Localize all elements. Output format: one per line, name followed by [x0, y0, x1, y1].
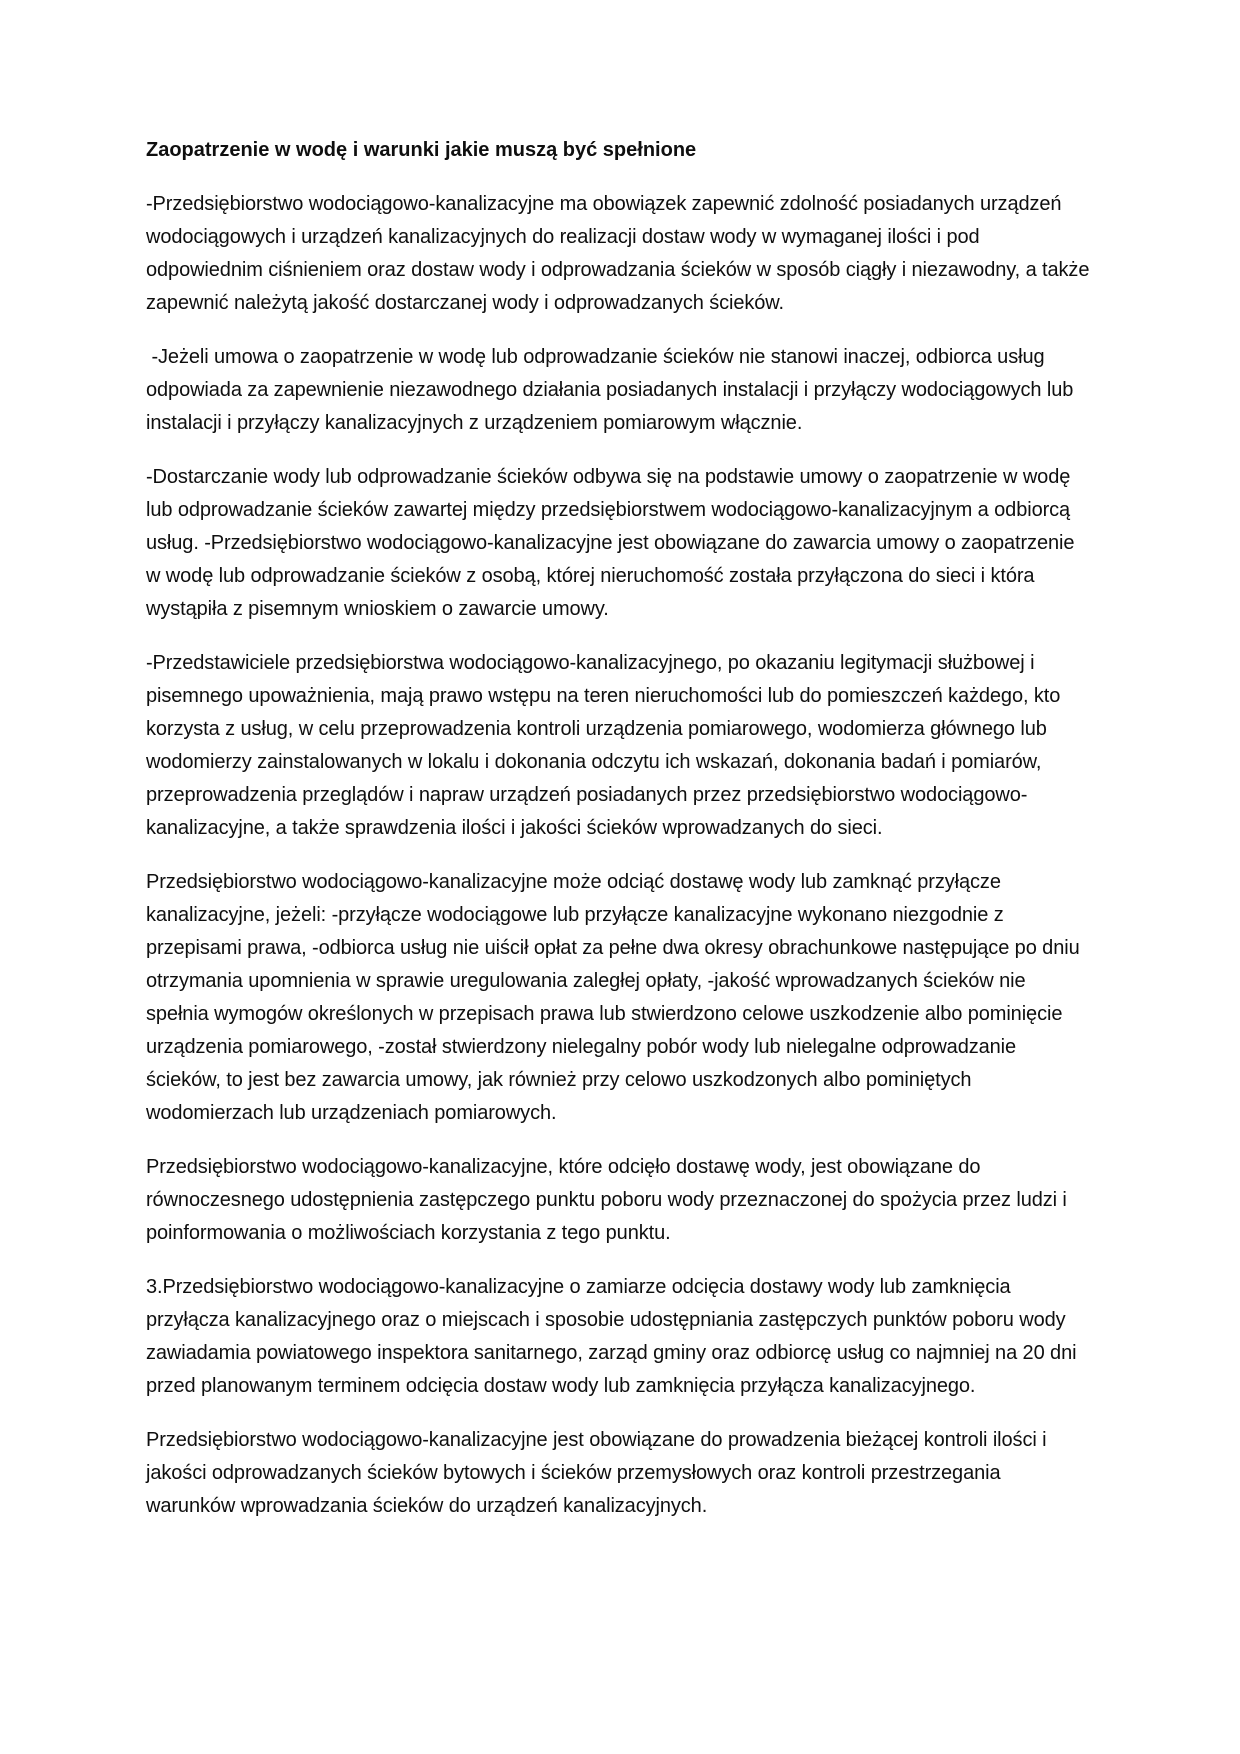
paragraph-8: Przedsiębiorstwo wodociągowo-kanalizacyjne jest obowiązane do prowadzenia bieżącej kontroli ilości i jakości odprowadzanych ścieków bytowych i ścieków przemysłowych oraz kontroli przestrzegania warunków wprowadzania ścieków do urządzeń kanalizacyjnych. — [146, 1429, 1052, 1517]
paragraph-5: Przedsiębiorstwo wodociągowo-kanalizacyjne może odciąć dostawę wody lub zamknąć przyłącze kanalizacyjne, jeżeli: -przyłącze wodociągowe lub przyłącze kanalizacyjne wykonano niezgodnie z przepisami prawa, -odbiorca usług nie uiścił opłat za pełne dwa okresy obrachunkowe następujące po dniu otrzymania upomnienia w sprawie uregulowania zaległej opłaty, -jakość wprowadzanych ścieków nie spełnia wymogów określonych w przepisach prawa lub stwierdzono celowe uszkodzenie albo pominięcie urządzenia pomiarowego, -został stwierdzony nielegalny pobór wody lub nielegalne odprowadzanie ścieków, to jest bez zawarcia umowy, jak również przy celowo uszkodzonych albo pominiętych wodomierzach lub urządzeniach pomiarowych. — [146, 871, 1086, 1124]
paragraph-6: Przedsiębiorstwo wodociągowo-kanalizacyjne, które odcięło dostawę wody, jest obowiązane do równoczesnego udostępnienia zastępczego punktu poboru wody przeznaczonej do spożycia przez ludzi i poinformowania o możliwościach korzystania z tego punktu. — [146, 1156, 1073, 1244]
paragraph-7: 3.Przedsiębiorstwo wodociągowo-kanalizacyjne o zamiarze odcięcia dostawy wody lub zamknięcia przyłącza kanalizacyjnego oraz o miejscach i sposobie udostępniania zastępczych punktów poboru wody zawiadamia powiatowego inspektora sanitarnego, zarząd gminy oraz odbiorcę usług co najmniej na 20 dni przed planowanym terminem odcięcia dostaw wody lub zamknięcia przyłącza kanalizacyjnego. — [146, 1276, 1082, 1397]
paragraph-1: -Przedsiębiorstwo wodociągowo-kanalizacyjne ma obowiązek zapewnić zdolność posiadanych urządzeń wodociągowych i urządzeń kanalizacyjnych do realizacji dostaw wody w wymaganej ilości i pod odpowiednim ciśnieniem oraz dostaw wody i odprowadzania ścieków w sposób ciągły i niezawodny, a także zapewnić należytą jakość dostarczanej wody i odprowadzanych ścieków. — [146, 193, 1095, 314]
paragraph-4: -Przedstawiciele przedsiębiorstwa wodociągowo-kanalizacyjnego, po okazaniu legitymacji służbowej i pisemnego upoważnienia, mają prawo wstępu na teren nieruchomości lub do pomieszczeń każdego, kto korzysta z usług, w celu przeprowadzenia kontroli urządzenia pomiarowego, wodomierza głównego lub wodomierzy zainstalowanych w lokalu i dokonania odczytu ich wskazań, dokonania badań i pomiarów, przeprowadzenia przeglądów i napraw urządzeń posiadanych przez przedsiębiorstwo wodociągowo-kanalizacyjne, a także sprawdzenia ilości i jakości ścieków wprowadzanych do sieci. — [146, 652, 1066, 839]
document-title: Zaopatrzenie w wodę i warunki jakie muszą być spełnione — [146, 139, 697, 161]
paragraph-3: -Dostarczanie wody lub odprowadzanie ścieków odbywa się na podstawie umowy o zaopatrzenie w wodę lub odprowadzanie ścieków zawartej między przedsiębiorstwem wodociągowo-kanalizacyjnym a odbiorcą usług. -Przedsiębiorstwo wodociągowo-kanalizacyjne jest obowiązane do zawarcia umowy o zaopatrzenie w wodę lub odprowadzanie ścieków z osobą, której nieruchomość została przyłączona do sieci i która wystąpiła z pisemnym wnioskiem o zawarcie umowy. — [146, 466, 1080, 620]
paragraph-2: -Jeżeli umowa o zaopatrzenie w wodę lub odprowadzanie ścieków nie stanowi inaczej, odbiorca usług odpowiada za zapewnienie niezawodnego działania posiadanych instalacji i przyłączy wodociągowych lub instalacji i przyłączy kanalizacyjnych z urządzeniem pomiarowym włącznie. — [146, 346, 1079, 434]
